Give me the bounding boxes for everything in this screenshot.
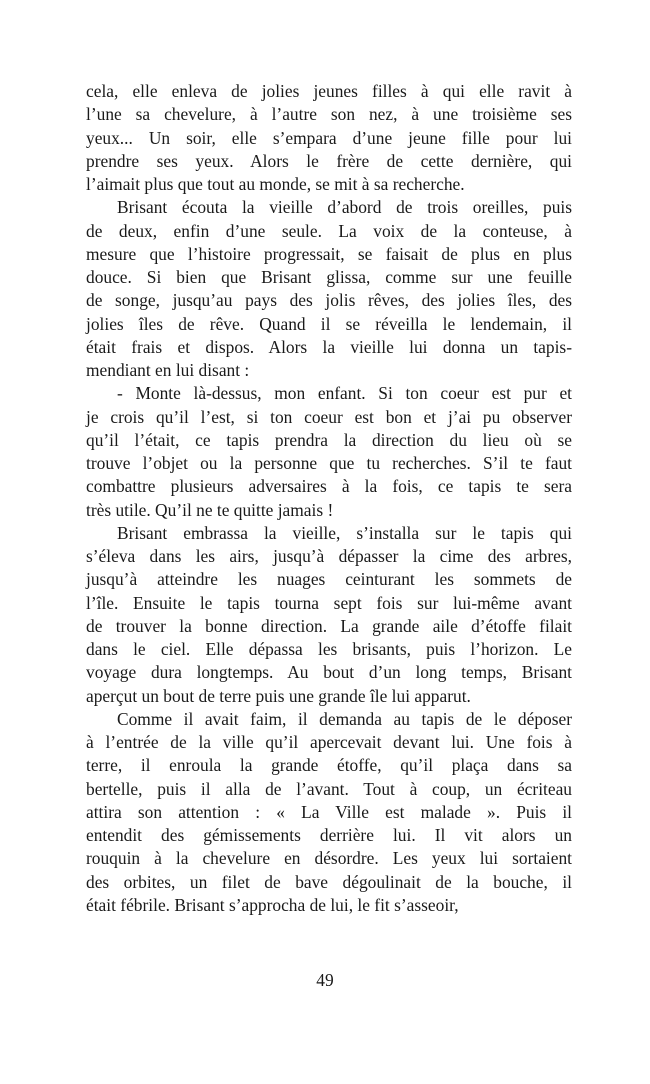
text-line: de songe, jusqu’au pays des jolis rêves, des jolies îles, des	[86, 290, 572, 311]
paragraph	[86, 708, 572, 917]
text-line: était fébrile. Brisant s’approcha de lui, le fit s’asseoir,	[86, 894, 459, 915]
text-line: rouquin à la chevelure en désordre. Les yeux lui sortaient	[86, 848, 572, 869]
text-line: Brisant écouta la vieille d’abord de trois oreilles, puis	[117, 197, 572, 218]
paragraph	[86, 80, 572, 196]
text-line: était frais et dispos. Alors la vieille lui donna un tapis-	[86, 336, 572, 357]
text-line: dans le ciel. Elle dépassa les brisants, puis l’horizon. Le	[86, 639, 572, 659]
text-line: qu’il l’était, ce tapis prendra la direction du lieu où se	[86, 429, 572, 450]
page-number: 49	[316, 970, 334, 990]
text-line: de deux, enfin d’une seule. La voix de la conteuse, à	[86, 220, 572, 241]
text-line: à l’entrée de la ville qu’il apercevait devant lui. Une fois à	[86, 732, 572, 752]
text-line: Brisant embrassa la vieille, s’installa sur le tapis qui	[117, 522, 572, 543]
text-line: - Monte là-dessus, mon enfant. Si ton coeur est pur et	[117, 383, 572, 404]
text-line: jusqu’à atteindre les nuages ceinturant les sommets de	[86, 569, 572, 590]
text-line: très utile. Qu’il ne te quitte jamais !	[86, 499, 334, 520]
text-line: yeux... Un soir, elle s’empara d’une jeune fille pour lui	[86, 127, 572, 148]
text-line: terre, il enroula la grande étoffe, qu’il plaça dans sa	[86, 755, 572, 776]
text-line: des orbites, un filet de bave dégoulinait de la bouche, il	[86, 871, 572, 892]
text-line: Comme il avait faim, il demanda au tapis de le déposer	[117, 708, 572, 729]
text-line: entendit des gémissements derrière lui. Il vit alors un	[86, 825, 572, 845]
text-line: l’une sa chevelure, à l’autre son nez, à une troisième ses	[86, 104, 572, 125]
text-line: prendre ses yeux. Alors le frère de cette dernière, qui	[86, 150, 572, 171]
text-line: attira son attention : « La Ville est malade ». Puis il	[86, 801, 572, 822]
paragraph	[86, 196, 572, 382]
text-line: de trouver la bonne direction. La grande aile d’étoffe filait	[86, 615, 572, 636]
text-line: combattre plusieurs adversaires à la fois, ce tapis te sera	[86, 476, 572, 497]
text-line: cela, elle enleva de jolies jeunes filles à qui elle ravit à	[86, 81, 572, 101]
text-line: voyage dura longtemps. Au bout d’un long temps, Brisant	[86, 662, 572, 683]
text-line: s’éleva dans les airs, jusqu’à dépasser la cime des arbres,	[86, 546, 572, 566]
paragraph	[86, 382, 572, 522]
page-body	[86, 80, 572, 917]
text-line: l’île. Ensuite le tapis tourna sept fois sur lui-même avant	[86, 592, 572, 613]
text-line: mendiant en lui disant :	[86, 360, 250, 380]
text-line: mesure que l’histoire progressait, se faisait de plus en plus	[86, 243, 572, 264]
text-line: aperçut un bout de terre puis une grande île lui apparut.	[86, 685, 471, 706]
text-line: jolies îles de rêve. Quand il se réveilla le lendemain, il	[86, 313, 572, 334]
text-line: trouve l’objet ou la personne que tu recherches. S’il te faut	[86, 453, 572, 473]
text-line: douce. Si bien que Brisant glissa, comme sur une feuille	[86, 267, 572, 287]
paragraph	[86, 522, 572, 708]
text-line: je crois qu’il l’est, si ton coeur est bon et j’ai pu observer	[86, 406, 572, 427]
text-line: bertelle, puis il alla de l’avant. Tout à coup, un écriteau	[86, 778, 572, 799]
text-line: l’aimait plus que tout au monde, se mit à sa recherche.	[86, 174, 465, 194]
